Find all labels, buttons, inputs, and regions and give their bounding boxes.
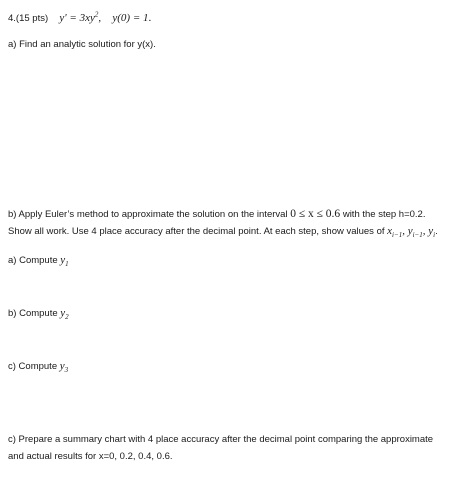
part-a-question: a) Find an analytic solution for y(x). xyxy=(8,39,156,50)
interval-expression: 0 ≤ x ≤ 0.6 xyxy=(290,208,341,220)
part-b-question-line1: b) Apply Euler’s method to approximate the solution on the interval 0 ≤ x ≤ 0.6 with the step h=0.2. xyxy=(8,208,426,220)
step-values-expression: $x_{i-1}$, $y_{i-1}$, $y_i$ xyxy=(387,225,436,240)
compute-y1: a) Compute $y_1$ xyxy=(8,254,69,269)
compute-y2: b) Compute $y_2$ xyxy=(8,307,69,322)
problem-number: 4.(15 pts) xyxy=(8,13,49,24)
part-b-question-line2: Show all work. Use 4 place accuracy after the decimal point. At each step, show values of $x_{i-1}$, $y_{i-1}$, $y_i$. xyxy=(8,225,438,240)
part-c-question-line2: and actual results for x=0, 0.2, 0.4, 0.6. xyxy=(8,451,173,462)
compute-y3: c) Compute $y_3$ xyxy=(8,360,69,375)
initial-condition: y(0) = 1 xyxy=(112,12,149,24)
part-c-question-line1: c) Prepare a summary chart with 4 place accuracy after the decimal point comparing the approximate xyxy=(8,434,434,445)
y1-symbol: $y_1$ xyxy=(60,254,69,269)
y2-symbol: $y_2$ xyxy=(60,307,69,322)
problem-header: 4.(15 pts) $y' = 3xy^2$, y(0) = 1. xyxy=(8,10,152,24)
y3-symbol: $y_3$ xyxy=(59,360,69,375)
differential-equation: $y' = 3xy^2$ xyxy=(59,10,99,24)
